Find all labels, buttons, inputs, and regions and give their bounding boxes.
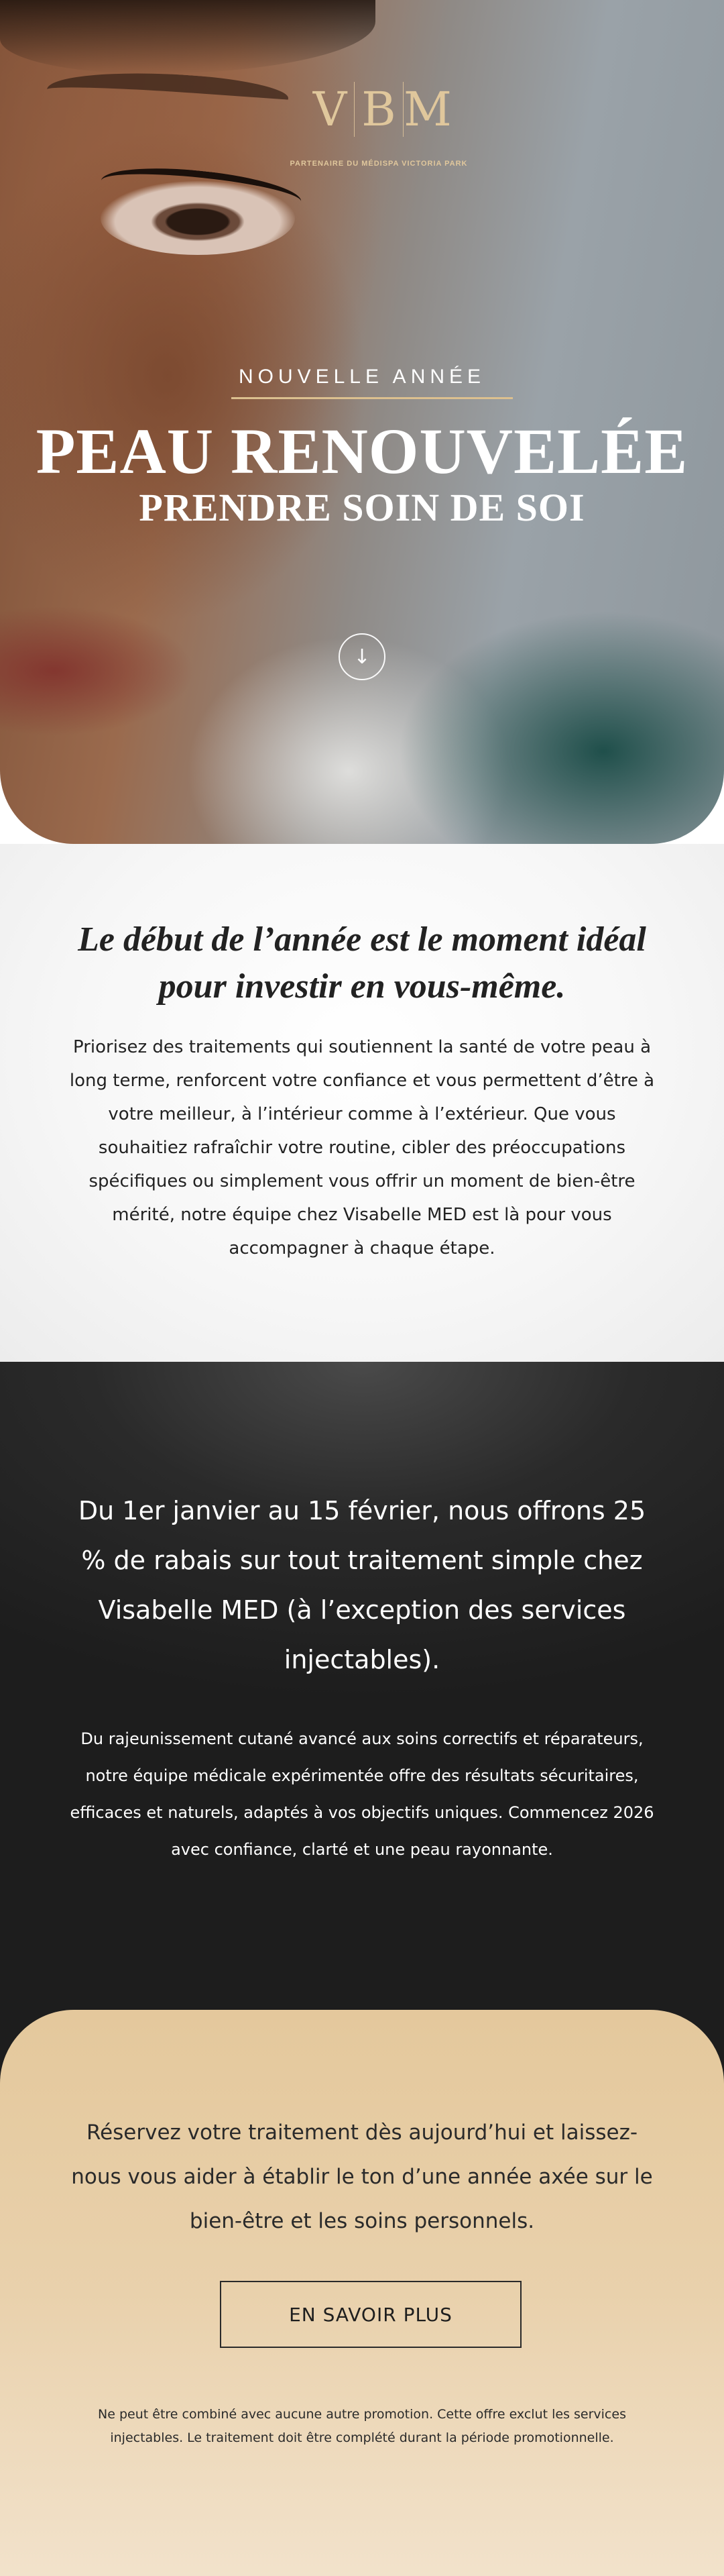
eyebrow-underline	[231, 397, 513, 399]
arrow-down-icon: ↓	[353, 645, 371, 669]
offer-body: Du rajeunissement cutané avancé aux soins correctifs et réparateurs, notre équipe médicale expérimentée offre des résultats sécuritaires, efficaces et naturels, adaptés à vos objectifs uniques. Commencez 2026 avec confiance, clarté et une peau rayonnante.	[70, 1729, 654, 1859]
logo-letter-v: V	[312, 82, 347, 137]
logo-divider	[403, 82, 404, 137]
hero-eyebrow: NOUVELLE ANNÉE	[238, 366, 486, 388]
hero-title: PEAU RENOUVELÉE	[36, 415, 688, 487]
intro-body: Priorisez des traitements qui soutiennent la santé de votre peau à long terme, renforcent votre confiance et vous permettent d’être à votre meilleur, à l’intérieur comme à l’extérieur. Que vous souhaitiez rafraîchir votre routine, cibler des préoccupations spécifiques ou simplement vous offrir un moment de bien-être mérité, notre équipe chez Visabelle MED est là pour vous accompagner à chaque étape.	[69, 1037, 655, 1258]
cta-text: Réservez votre traitement dès aujourd’hui et laissez-nous vous aider à établir le ton d’une année axée sur le bien-être et les soins personnels.	[71, 2121, 653, 2233]
hero-photo-hair	[0, 0, 375, 74]
intro-section	[0, 844, 724, 1362]
vbm-logo[interactable]	[275, 82, 483, 168]
promo-disclaimer: Ne peut être combiné avec aucune autre promotion. Cette offre exclut les services injectables. Le traitement doit être complété durant la période promotionnelle.	[98, 2407, 626, 2445]
logo-divider	[354, 82, 355, 137]
cta-card	[0, 2010, 724, 2576]
logo-letter-b: B	[361, 82, 396, 137]
logo-tagline: PARTENAIRE DU MÉDISPA VICTORIA PARK	[290, 160, 468, 168]
intro-heading: Le début de l’année est le moment idéal pour investir en vous-même.	[78, 920, 646, 1006]
logo-monogram	[275, 82, 483, 137]
learn-more-button[interactable]: EN SAVOIR PLUS	[220, 2281, 522, 2348]
hero-photo-eyebrow	[46, 66, 289, 123]
hero-subtitle: PRENDRE SOIN DE SOI	[139, 486, 585, 529]
hero-section	[0, 0, 724, 844]
logo-letter-m: M	[404, 82, 452, 137]
scroll-down-button[interactable]	[339, 633, 385, 680]
offer-headline: Du 1er janvier au 15 février, nous offrons 25 % de rabais sur tout traitement simple chez Visabelle MED (à l’exception des services injectables).	[78, 1496, 646, 1674]
